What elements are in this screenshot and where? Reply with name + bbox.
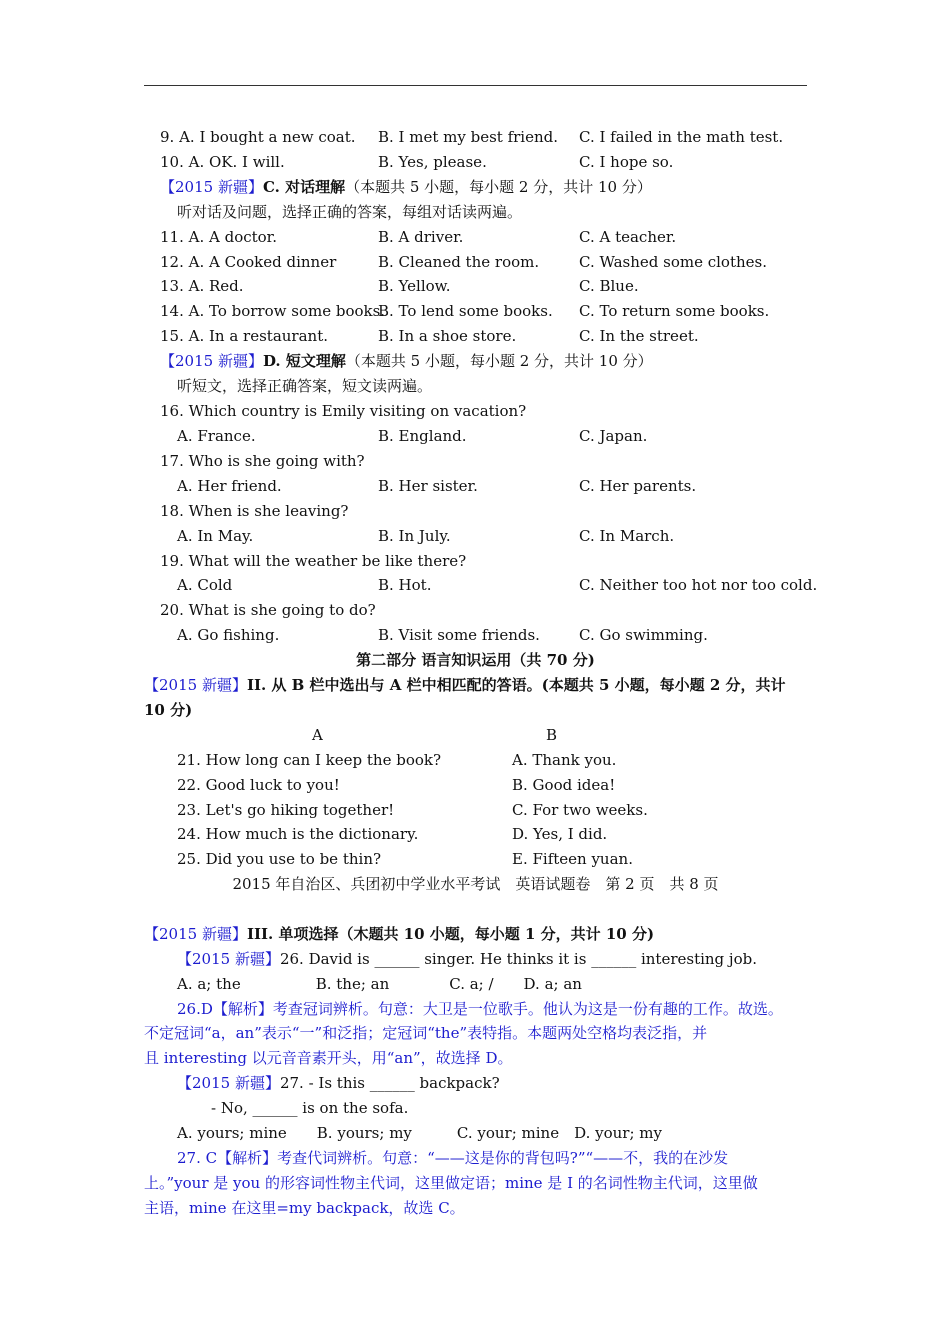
q16-option-b: B. England.	[378, 427, 467, 445]
column-b-header: B	[546, 726, 558, 744]
source-tag: 【2015 新疆】	[177, 950, 280, 968]
match-b-item: C. For two weeks.	[512, 801, 648, 819]
q15-option-c: C. In the street.	[579, 327, 699, 345]
section-c-instruction: 听对话及问题，选择正确的答案，每组对话读两遍。	[177, 203, 523, 221]
section-d-instruction: 听短文，选择正确答案，短文读两遍。	[177, 377, 433, 395]
q26-answer-cont: 且 interesting 以元音音素开头，用“an”，故选择 D。	[144, 1049, 513, 1067]
section-d-heading	[160, 351, 653, 371]
question-text: 26. David is ______ singer. He thinks it is ______ interesting job.	[279, 950, 757, 968]
part-two-title: 第二部分 语言知识运用（共 70 分)	[356, 651, 595, 669]
q27-stem-line2: - No, ______ is on the sofa.	[211, 1099, 409, 1117]
q11-option-a: 11. A. A doctor.	[160, 228, 277, 246]
q12-option-a: 12. A. A Cooked dinner	[160, 253, 337, 271]
q26-answer-cont: 不定冠词“a，an”表示“一”和泛指；定冠词“the”表特指。本题两处空格均表泛指，并	[144, 1024, 708, 1042]
source-tag: 【2015 新疆】	[144, 925, 247, 943]
q20-option-b: B. Visit some friends.	[378, 626, 540, 644]
source-tag: 【2015 新疆】	[160, 178, 263, 196]
q27-stem	[177, 1073, 500, 1093]
q19-option-b: B. Hot.	[378, 576, 432, 594]
q17-option-c: C. Her parents.	[579, 477, 697, 495]
q9-option-b: B. I met my best friend.	[378, 128, 559, 146]
match-a-item: 23. Let's go hiking together!	[177, 801, 395, 819]
section-c-heading	[160, 177, 652, 197]
q14-option-b: B. To lend some books.	[378, 302, 553, 320]
section-title: C. 对话理解	[262, 178, 346, 196]
section-note: （本题共 5 小题，每小题 2 分，共计 10 分）	[345, 352, 653, 370]
q13-option-b: B. Yellow.	[378, 277, 451, 295]
match-b-item: B. Good idea!	[512, 776, 616, 794]
question-text: 27. - Is this ______ backpack?	[279, 1074, 500, 1092]
source-tag: 【2015 新疆】	[177, 1074, 280, 1092]
section-ii-heading-cont: 10 分)	[144, 701, 193, 719]
q15-option-b: B. In a shoe store.	[378, 327, 517, 345]
match-a-item: 22. Good luck to you!	[177, 776, 340, 794]
q19-stem: 19. What will the weather be like there?	[160, 552, 467, 570]
q18-stem: 18. When is she leaving?	[160, 502, 349, 520]
section-title: D. 短文理解	[262, 352, 346, 370]
q14-option-a: 14. A. To borrow some books.	[160, 302, 386, 320]
q16-option-c: C. Japan.	[579, 427, 648, 445]
q16-option-a: A. France.	[177, 427, 256, 445]
q12-option-b: B. Cleaned the room.	[378, 253, 540, 271]
section-title: II. 从 B 栏中选出与 A 栏中相匹配的答语。(本题共 5 小题，每小题 2 分，共计	[246, 676, 786, 694]
source-tag: 【2015 新疆】	[160, 352, 263, 370]
q13-option-c: C. Blue.	[579, 277, 639, 295]
match-b-item: A. Thank you.	[512, 751, 617, 769]
q10-option-a: 10. A. OK. I will.	[160, 153, 285, 171]
q27-options: A. yours; mine B. yours; my C. your; mine D. your; my	[177, 1124, 662, 1142]
section-note: （本题共 5 小题，每小题 2 分，共计 10 分）	[345, 178, 652, 196]
section-iii-heading	[144, 924, 654, 944]
q12-option-c: C. Washed some clothes.	[579, 253, 767, 271]
q27-answer-cont: 主语，mine 在这里=my backpack，故选 C。	[144, 1199, 465, 1217]
source-tag: 【2015 新疆】	[144, 676, 247, 694]
q20-option-c: C. Go swimming.	[579, 626, 708, 644]
q18-option-b: B. In July.	[378, 527, 451, 545]
q19-option-c: C. Neither too hot nor too cold.	[579, 576, 818, 594]
q15-option-a: 15. A. In a restaurant.	[160, 327, 329, 345]
column-a-header: A	[312, 726, 323, 744]
q11-option-c: C. A teacher.	[579, 228, 677, 246]
section-ii-heading	[144, 675, 786, 695]
q10-option-b: B. Yes, please.	[378, 153, 487, 171]
q18-option-c: C. In March.	[579, 527, 675, 545]
match-b-item: E. Fifteen yuan.	[512, 850, 633, 868]
q27-answer-cont: 上。”your 是 you 的形容词性物主代词，这里做定语；mine 是 I 的名词性物主代词，这里做	[144, 1174, 758, 1192]
q9-option-a: 9. A. I bought a new coat.	[160, 128, 356, 146]
header-rule	[144, 85, 807, 86]
match-a-item: 21. How long can I keep the book?	[177, 751, 442, 769]
page-footer: 2015 年自治区、兵团初中学业水平考试 英语试题卷 第 2 页 共 8 页	[232, 875, 719, 893]
q20-stem: 20. What is she going to do?	[160, 601, 376, 619]
q20-option-a: A. Go fishing.	[177, 626, 280, 644]
q26-stem	[177, 949, 757, 969]
q17-option-a: A. Her friend.	[177, 477, 282, 495]
q26-answer: 26.D【解析】考查冠词辨析。句意：大卫是一位歌手。他认为这是一份有趣的工作。故选。	[177, 1000, 783, 1018]
section-title: III. 单项选择（木题共 10 小题，每小题 1 分，共计 10 分)	[246, 925, 655, 943]
q13-option-a: 13. A. Red.	[160, 277, 244, 295]
q18-option-a: A. In May.	[177, 527, 254, 545]
match-b-item: D. Yes, I did.	[512, 825, 608, 843]
q26-options: A. a; the B. the; an C. a; / D. a; an	[177, 975, 582, 993]
q27-answer: 27. C【解析】考查代词辨析。句意：“——这是你的背包吗?”“——不，我的在沙发	[177, 1149, 729, 1167]
q9-option-c: C. I failed in the math test.	[579, 128, 784, 146]
match-a-item: 24. How much is the dictionary.	[177, 825, 419, 843]
q10-option-c: C. I hope so.	[579, 153, 674, 171]
q16-stem: 16. Which country is Emily visiting on vacation?	[160, 402, 527, 420]
q17-option-b: B. Her sister.	[378, 477, 478, 495]
match-a-item: 25. Did you use to be thin?	[177, 850, 382, 868]
q17-stem: 17. Who is she going with?	[160, 452, 365, 470]
q19-option-a: A. Cold	[177, 576, 233, 594]
q11-option-b: B. A driver.	[378, 228, 464, 246]
q14-option-c: C. To return some books.	[579, 302, 770, 320]
